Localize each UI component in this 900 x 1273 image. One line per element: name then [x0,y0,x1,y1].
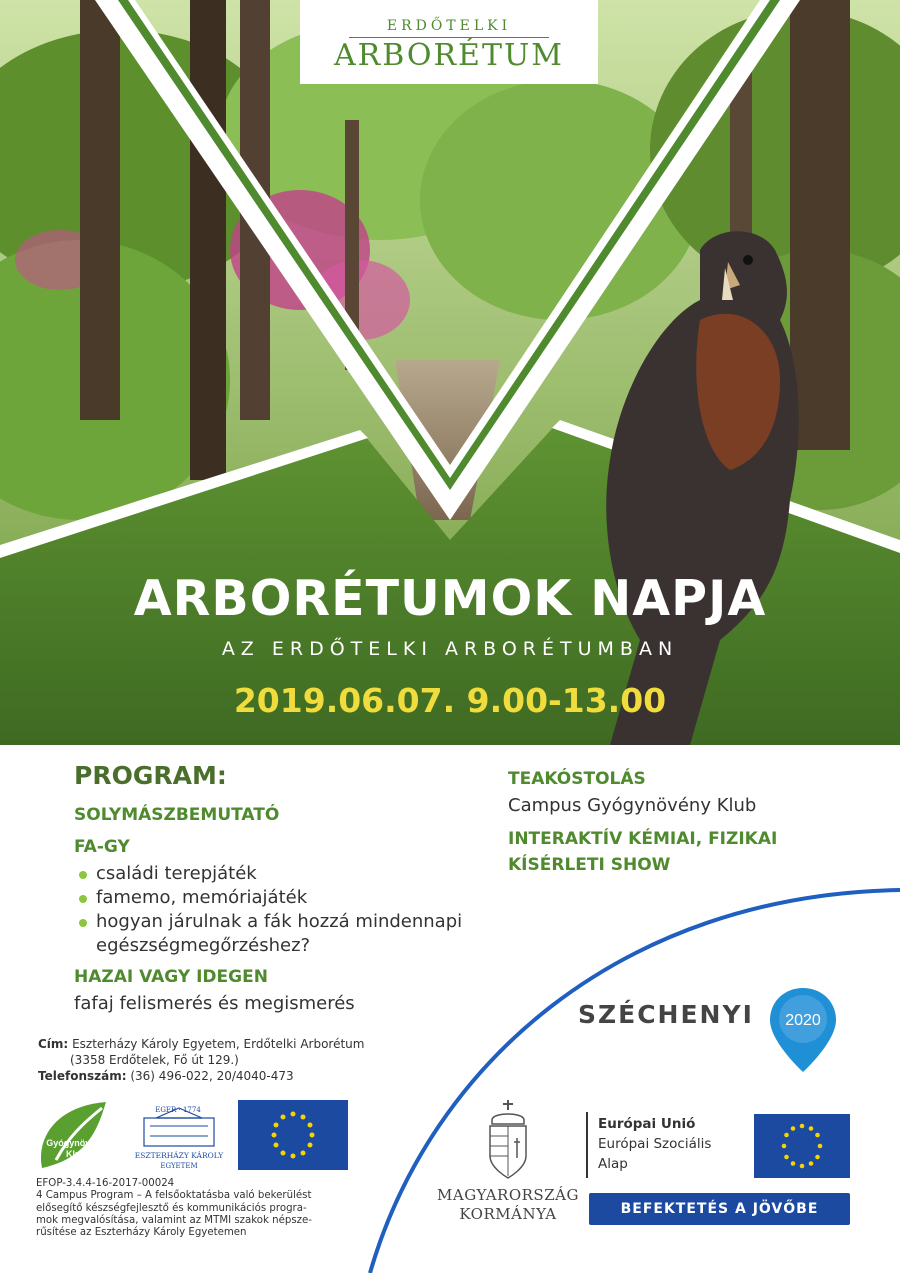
uni-top: EGER · 1774 [155,1106,201,1114]
uni-name1: ESZTERHÁZY KÁROLY [134,1151,224,1160]
address-line1: Eszterházy Károly Egyetem, Erdőtelki Arborétum [72,1037,365,1051]
address-line2: (3358 Erdőtelek, Fő út 129.) [70,1053,239,1067]
program-item-native: HAZAI VAGY IDEGEN [74,967,268,987]
program-left-column [74,758,494,1016]
efop-line4: mok megvalósítása, valamint az MTMI szakok népsze- [36,1214,312,1226]
eu-line3: Alap [598,1156,628,1172]
efop-text [36,1178,366,1239]
hungarian-government-logo [434,1098,582,1238]
club-line1: Gyógynövény [46,1138,106,1148]
program-item-tea-text: Campus Gyógynövény Klub [508,795,757,816]
event-subtitle: AZ ERDŐTELKI ARBORÉTUMBAN [221,638,679,660]
program-item-show-line2: KÍSÉRLETI SHOW [508,855,671,875]
fagy-list [74,862,494,958]
program-item-show-line1: INTERAKTÍV KÉMIAI, FIZIKAI [508,829,778,849]
program-heading: PROGRAM: [74,761,227,790]
szechenyi-2020-logo [578,986,848,1076]
eu-flag-icon [754,1114,850,1178]
eu-line1: Európai Unió [598,1116,696,1132]
efop-line1: EFOP-3.4.4-16-2017-00024 [36,1178,175,1189]
efop-line5: rűsítése az Eszterházy Károly Egyetemen [36,1227,247,1239]
uni-name2: EGYETEM [160,1162,198,1170]
program-item-tea: TEAKÓSTOLÁS [508,769,646,789]
list-item: famemo, memóriajáték [74,886,494,910]
kormany-line1: MAGYARORSZÁG [437,1186,579,1204]
university-logo [135,1106,224,1170]
szechenyi-text: SZÉCHENYI [578,1000,754,1029]
eu-line2: Európai Szociális [598,1136,712,1152]
event-title: ARBORÉTUMOK NAPJA [133,570,767,627]
eu-esf-block [586,1112,850,1182]
address-label: Cím: [38,1037,69,1051]
logo-main-text: ARBORÉTUM [334,38,564,73]
event-date: 2019.06.07. 9.00-13.00 [233,681,667,720]
eu-divider [586,1112,588,1178]
efop-line3: elősegítő készségfejlesztő és kommunikációs progra- [36,1202,307,1214]
program-item-fagy: FA-GY [74,837,130,857]
club-line2: Klub [66,1149,86,1159]
list-item: családi terepjáték [74,862,494,886]
phone-label: Telefonszám: [38,1069,127,1083]
efop-line2: 4 Campus Program – A felsőoktatásba való bekerülést [36,1190,312,1202]
program-right-column [508,768,838,876]
invest-in-future-banner: BEFEKTETÉS A JÖVŐBE [589,1193,850,1225]
szechenyi-year: 2020 [785,1012,821,1029]
contact-info [38,1036,418,1084]
map-pin-icon [768,986,838,1076]
eu-flag-icon [238,1100,348,1170]
program-item-native-text: fafaj felismerés és megismerés [74,993,355,1014]
phone-number: (36) 496-022, 20/4040-473 [130,1069,294,1083]
herb-club-logo [41,1102,106,1168]
program-item-falconry: SOLYMÁSZBEMUTATÓ [74,805,280,825]
kormany-line2: KORMÁNYA [459,1205,557,1223]
list-item: hogyan járulnak a fák hozzá mindennapi egészségmegőrzéshez? [74,910,494,958]
logo-top-text: ERDŐTELKI [386,18,512,34]
coat-of-arms-icon [484,1098,532,1182]
partner-logos [36,1098,356,1176]
arboretum-logo [300,0,598,84]
